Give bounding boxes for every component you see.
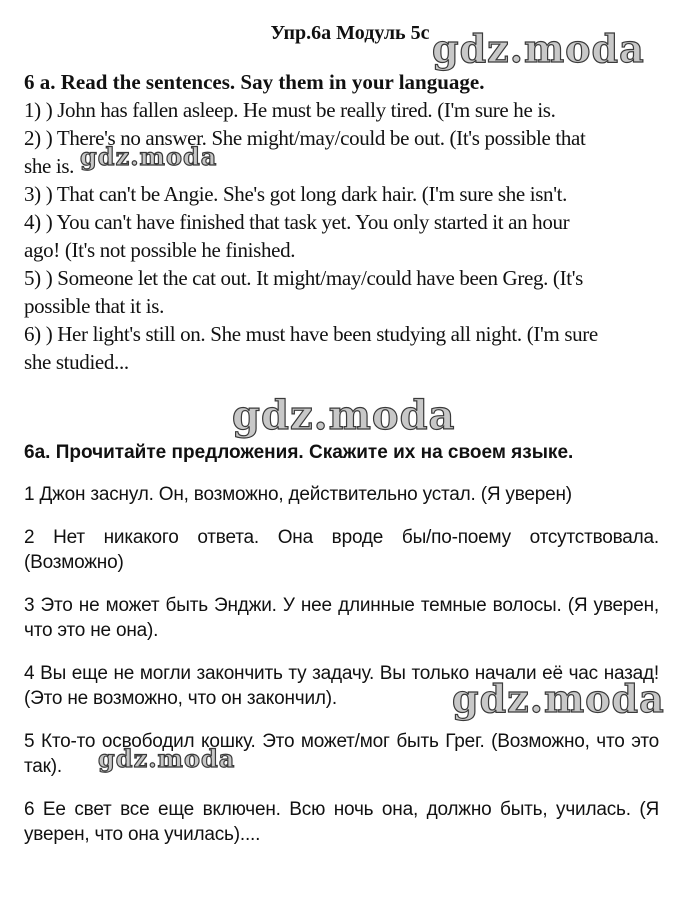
english-line: 2) ) There's no answer. She might/may/could be out. (It's possible that bbox=[24, 126, 586, 150]
russian-heading: 6а. Прочитайте предложения. Скажите их на своем языке. bbox=[24, 442, 574, 463]
russian-item: 2 Нет никакого ответа. Она вроде бы/по-поему отсутствовала. (Возможно) bbox=[24, 527, 659, 573]
russian-item: 1 Джон заснул. Он, возможно, действительно устал. (Я уверен) bbox=[24, 484, 572, 505]
english-section bbox=[24, 68, 664, 376]
watermark: gdz.moda bbox=[232, 392, 456, 439]
watermark: gdz.moda bbox=[452, 676, 665, 721]
english-line: 5) ) Someone let the cat out. It might/may/could have been Greg. (It's bbox=[24, 266, 583, 290]
russian-section bbox=[24, 440, 659, 865]
english-line: she studied... bbox=[24, 350, 129, 374]
english-line: ago! (It's not possible he finished. bbox=[24, 238, 296, 262]
watermark: gdz.moda bbox=[80, 142, 218, 171]
english-line: 6) ) Her light's still on. She must have been studying all night. (I'm sure bbox=[24, 322, 598, 346]
watermark: gdz.moda bbox=[98, 744, 236, 773]
english-line: possible that it is. bbox=[24, 294, 165, 318]
russian-item: 6 Ее свет все еще включен. Всю ночь она, должно быть, училась. (Я уверен, что она училась).... bbox=[24, 799, 659, 845]
russian-item: 5 Кто-то освободил кошку. Это может/мог быть Грег. (Возможно, что это так). bbox=[24, 731, 659, 777]
russian-item: 4 Вы еще не могли закончить ту задачу. Вы только начали её час назад! (Это не возможно, что он закончил). bbox=[24, 663, 659, 709]
english-line: 3) ) That can't be Angie. She's got long dark hair. (I'm sure she isn't. bbox=[24, 182, 568, 206]
russian-item: 3 Это не может быть Энджи. У нее длинные темные волосы. (Я уверен, что это не она). bbox=[24, 595, 659, 641]
english-line: 1) ) John has fallen asleep. He must be really tired. (I'm sure he is. bbox=[24, 98, 556, 122]
watermark: gdz.moda bbox=[432, 26, 645, 71]
english-line: she is. bbox=[24, 154, 75, 178]
english-heading: 6 a. Read the sentences. Say them in your language. bbox=[24, 70, 485, 94]
english-line: 4) ) You can't have finished that task yet. You only started it an hour bbox=[24, 210, 570, 234]
page-title: Упр.6а Модуль 5с bbox=[270, 22, 430, 44]
